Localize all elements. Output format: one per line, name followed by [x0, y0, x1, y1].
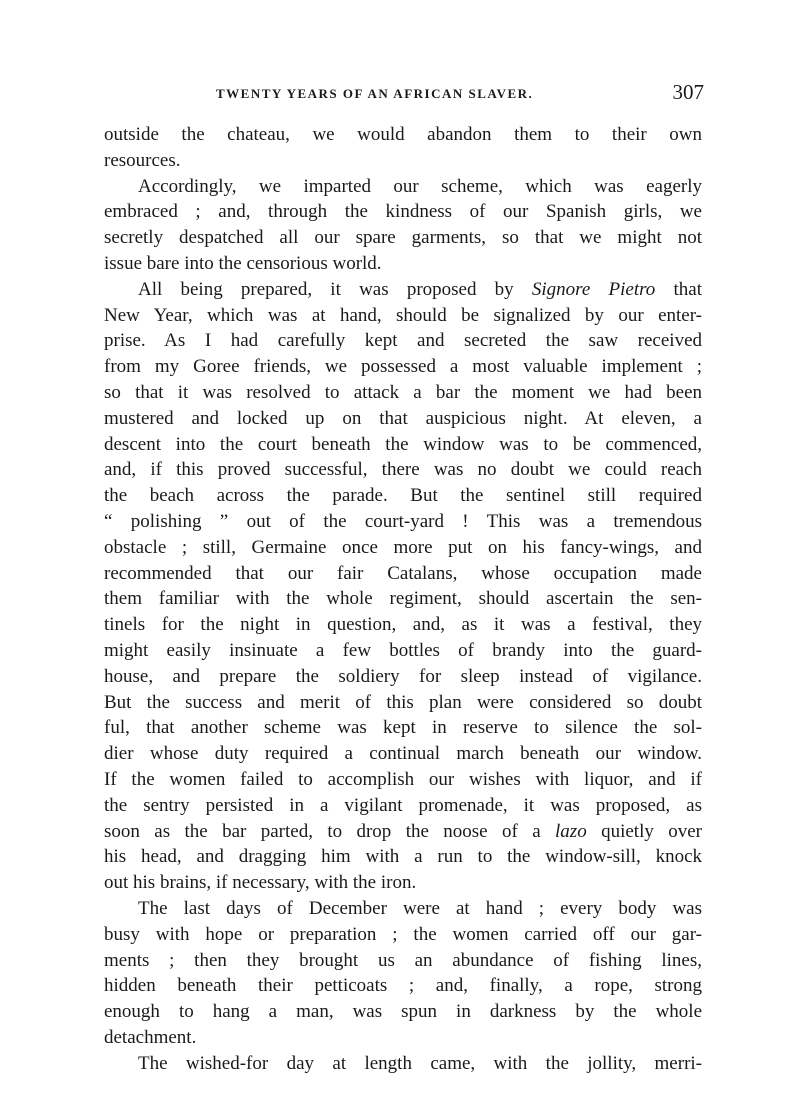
text-line: mustered and locked up on that auspicious night. At eleven, a — [104, 407, 702, 429]
text-line: The wished-for day at length came, with the jollity, merri- — [138, 1052, 702, 1074]
text-line: tinels for the night in question, and, as it was a festival, they — [104, 614, 702, 636]
text-line: house, and prepare the soldiery for sleep instead of vigilance. — [104, 665, 702, 687]
text-line: issue bare into the censorious world. — [104, 252, 382, 274]
text-line: the sentry persisted in a vigilant promenade, it was proposed, as — [104, 794, 702, 816]
text-line: If the women failed to accomplish our wishes with liquor, and if — [104, 768, 702, 790]
text-line: But the success and merit of this plan were considered so doubt — [104, 691, 702, 713]
text-line: hidden beneath their petticoats ; and, finally, a rope, strong — [104, 975, 702, 997]
text-line: enough to hang a man, was spun in darkness by the whole — [104, 1001, 702, 1023]
text-line: detachment. — [104, 1026, 197, 1048]
text-line: might easily insinuate a few bottles of brandy into the guard- — [104, 639, 702, 661]
text-line: descent into the court beneath the window was to be commenced, — [104, 433, 702, 455]
text-line: and, if this proved successful, there was no doubt we could reach — [104, 459, 702, 481]
text-line: resources. — [104, 149, 181, 171]
text-line: ful, that another scheme was kept in reserve to silence the sol- — [104, 717, 702, 739]
running-head — [104, 80, 704, 104]
text-line: New Year, which was at hand, should be signalized by our enter- — [104, 304, 702, 326]
italic-term: lazo — [555, 820, 587, 842]
text-line: dier whose duty required a continual march beneath our window. — [104, 743, 702, 765]
text-line: Accordingly, we imparted our scheme, which was eagerly — [138, 175, 702, 197]
running-title: TWENTY YEARS OF AN AFRICAN SLAVER. — [216, 86, 534, 101]
text-line: his head, and dragging him with a run to the window-sill, knock — [104, 846, 702, 868]
text-line: outside the chateau, we would abandon them to their own — [104, 124, 702, 145]
text-line: them familiar with the whole regiment, should ascertain the sen- — [104, 588, 702, 610]
body-text — [104, 122, 702, 1076]
text-line: obstacle ; still, Germaine once more put on his fancy-wings, and — [104, 536, 702, 558]
text-line: out his brains, if necessary, with the iron. — [104, 872, 417, 894]
text-line: prise. As I had carefully kept and secreted the saw received — [104, 330, 702, 352]
text-line: soon as the bar parted, to drop the noose of a lazo quietly over — [104, 820, 702, 842]
text-line: “ polishing ” out of the court-yard ! This was a tremendous — [104, 510, 702, 532]
text-line: so that it was resolved to attack a bar the moment we had been — [104, 381, 702, 403]
text-line: ments ; then they brought us an abundance of fishing lines, — [104, 949, 702, 971]
text-line: embraced ; and, through the kindness of our Spanish girls, we — [104, 201, 702, 223]
text-line: The last days of December were at hand ; every body was — [138, 897, 702, 919]
text-line: All being prepared, it was proposed by Signore Pietro that — [138, 278, 702, 300]
italic-term: Signore Pietro — [531, 278, 656, 300]
text-line: from my Goree friends, we possessed a most valuable implement ; — [104, 356, 702, 378]
text-line: the beach across the parade. But the sentinel still required — [104, 485, 702, 507]
text-line: recommended that our fair Catalans, whose occupation made — [104, 562, 702, 584]
text-line: busy with hope or preparation ; the women carried off our gar- — [104, 923, 702, 945]
page-number: 307 — [672, 80, 704, 104]
text-line: secretly despatched all our spare garments, so that we might not — [104, 227, 702, 249]
